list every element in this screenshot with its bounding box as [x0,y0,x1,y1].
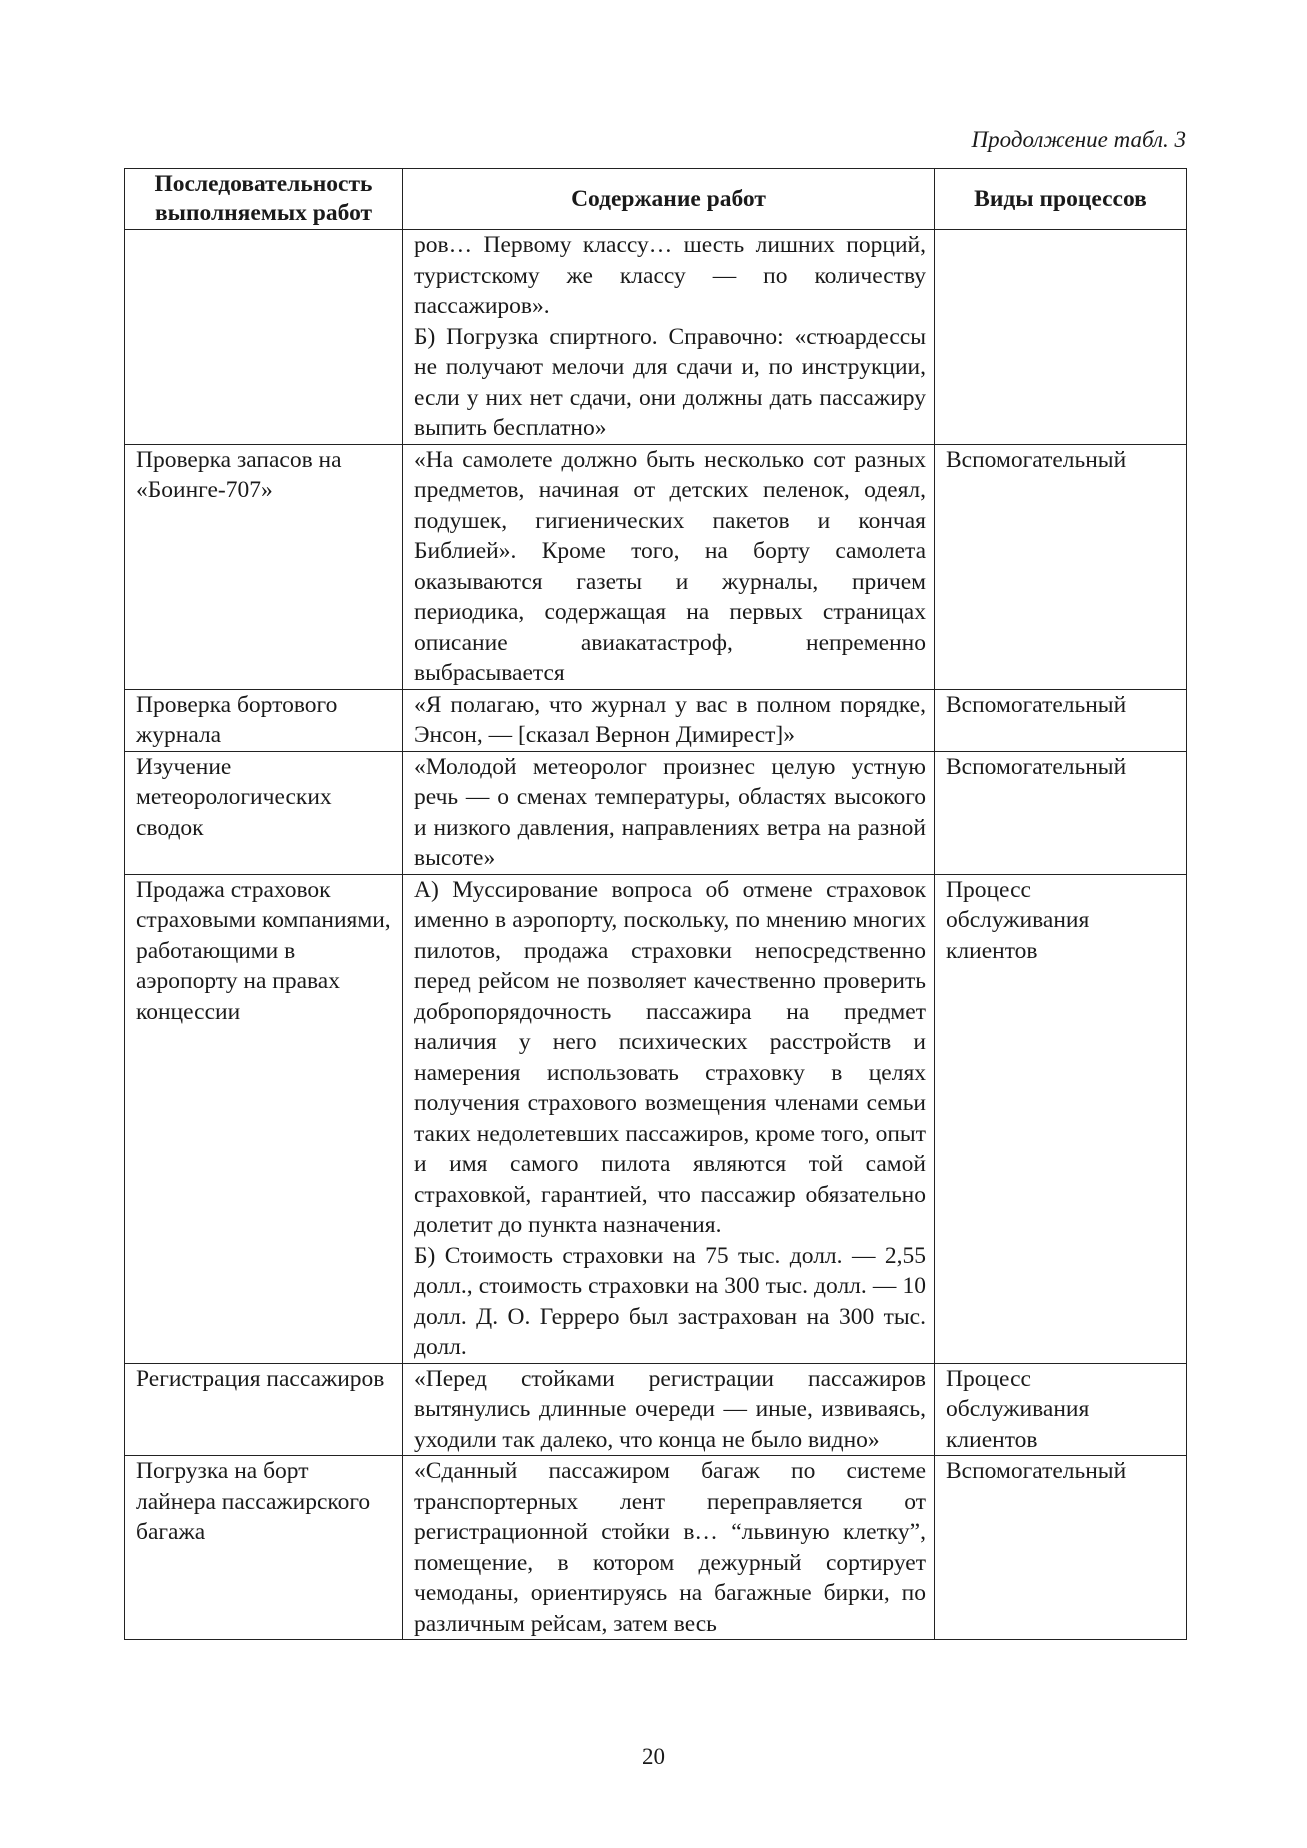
column-header-content: Содержание работ [403,169,935,230]
content-paragraph: «Молодой метеоролог произнес целую устную речь — о сменах температуры, областях высокого и низкого давления, направлениях ветра на разной высоте» [414,753,926,871]
content-cell [403,751,935,874]
column-header-sequence: Последовательность выполняемых работ [125,169,403,230]
process-cell: Вспомогательный [935,1456,1187,1640]
step-cell: Проверка бортового журнала [125,689,403,751]
content-paragraph: «Перед стойками регистрации пассажиров вытянулись длинные очереди — иные, извиваясь, уходили так далеко, что конца не было видно» [414,1365,926,1453]
process-cell: Вспомогательный [935,689,1187,751]
table-row [125,689,1187,751]
table-row [125,444,1187,689]
process-cell: Вспомогательный [935,751,1187,874]
table-row [125,1456,1187,1640]
process-cell [935,230,1187,445]
content-paragraph: ров… Первому классу… шесть лишних порций, туристскому же классу — по количеству пассажиров». [414,232,926,319]
content-paragraph: Б) Погрузка спиртного. Справочно: «стюардессы не получают мелочи для сдачи и, по инструкции, если у них нет сдачи, они должны дать пассажиру выпить бесплатно» [414,323,926,441]
content-paragraph: «Я полагаю, что журнал у вас в полном порядке, Энсон, — [сказал Вернон Димирест]» [414,691,926,748]
table-continuation-label: Продолжение табл. 3 [971,127,1186,152]
content-cell [403,444,935,689]
content-paragraph: «На самолете должно быть несколько сот разных предметов, начиная от детских пеленок, одеял, подушек, гигиенических пакетов и кончая Библией». Кроме того, на борту самолета оказываются газеты и журналы, причем периодика, содержащая на первых страницах описание авиакатастроф, непременно выбрасывается [414,446,926,686]
step-cell: Продажа страховок страховыми компаниями, работающими в аэропорту на правах концессии [125,874,403,1363]
content-cell [403,230,935,445]
content-cell [403,689,935,751]
process-cell: Процесс обслуживания клиентов [935,874,1187,1363]
table-row [125,230,1187,445]
process-cell: Вспомогательный [935,444,1187,689]
content-cell [403,874,935,1363]
table-header [125,169,1187,230]
step-cell: Проверка запасов на «Боинге-707» [125,444,403,689]
table-row [125,1363,1187,1456]
step-cell [125,230,403,445]
step-cell: Регистрация пассажиров [125,1363,403,1456]
page-number: 20 [642,1744,665,1769]
step-cell: Погрузка на борт лайнера пассажирского багажа [125,1456,403,1640]
table-row [125,751,1187,874]
step-cell: Изучение метеорологических сводок [125,751,403,874]
content-paragraph: Б) Стоимость страховки на 75 тыс. долл. — 2,55 долл., стоимость страховки на 300 тыс. долл. — 10 долл. Д. О. Герреро был застрахован на 300 тыс. долл. [414,1242,926,1360]
column-header-process-type: Виды процессов [935,169,1187,230]
content-cell [403,1363,935,1456]
content-paragraph: «Сданный пассажиром багаж по системе транспортерных лент переправляется от регистрационной стойки в… “львиную клетку”, помещение, в котором дежурный сортирует чемоданы, ориентируясь на багажные бирки, по различным рейсам, затем весь [414,1458,926,1637]
process-cell: Процесс обслуживания клиентов [935,1363,1187,1456]
content-cell [403,1456,935,1640]
table-row [125,874,1187,1363]
content-paragraph: А) Муссирование вопроса об отмене страховок именно в аэропорту, поскольку, по мнению многих пилотов, продажа страховки непосредственно перед рейсом не позволяет качественно проверить добропорядочность пассажира на предмет наличия у него психических расстройств и намерения использовать страховку в целях получения страхового возмещения членами семьи таких недолетевших пассажиров, кроме того, опыт и имя самого пилота являются той самой страховкой, гарантией, что пассажир обязательно долетит до пункта назначения. [414,876,926,1238]
table-header-row [125,169,1187,230]
works-table [124,168,1187,1640]
